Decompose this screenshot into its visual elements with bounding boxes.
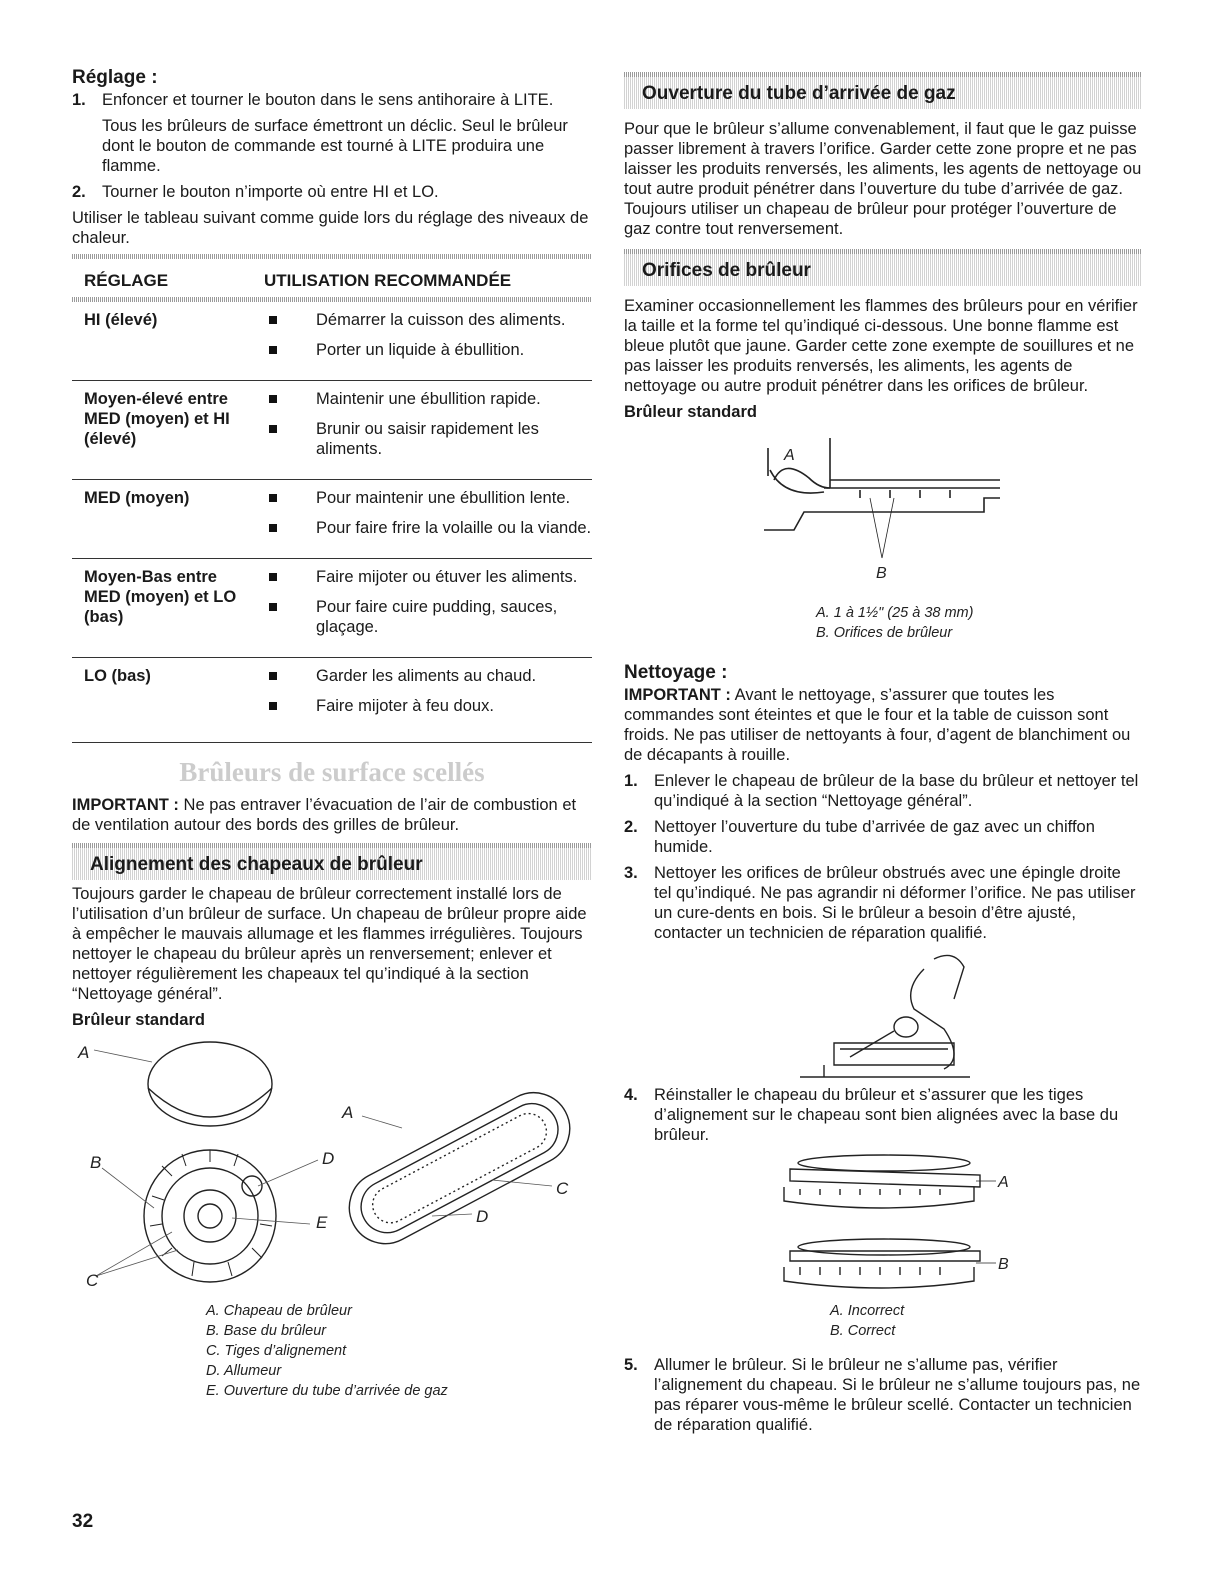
alignment-title: Alignement des chapeaux de brûleur [72,848,592,880]
reglage-step-2 [72,182,592,202]
important-label: IMPORTANT : [624,686,731,704]
fig-letter-d: D [322,1149,335,1168]
orifices-subhead: Brûleur standard [624,403,757,421]
right-column [624,66,1142,1441]
cap-alignment-figure [624,1151,1142,1301]
bullet-item: Maintenir une ébullition rapide. [264,389,592,409]
orifices-body: Examiner occasionnellement les flammes des brûleurs pour en vérifier la taille et la forme tel qu’indiqué ci-dessous. Une bonne flamme est bleue plutôt que jaune. Garder cette zone exempte de souillures et ne pas laisser les produits renversés, les aliments, les agents de nettoyage ou autre produit pénétrer dans les orifices de brûleur. [624,297,1138,395]
burner-cap-figure [72,1036,592,1301]
fig2-letter-d: D [476,1207,489,1226]
step-text: Réinstaller le chapeau du brûleur et s’assurer que les tiges d’alignement sur le chapeau sont bien alignées avec la base du brûleur. [654,1086,1119,1144]
page-number: 32 [72,1511,94,1532]
bullet-item: Pour faire frire la volaille ou la viande. [264,518,592,538]
settings-table [72,265,592,743]
row-label: MED (moyen) [72,480,252,559]
caption: B. Base du brûleur [206,1323,327,1339]
bullet-item: Brunir ou saisir rapidement les aliments. [264,419,592,459]
fig-letter-a: A [78,1043,90,1062]
row-uses [252,480,592,559]
step-text: Allumer le brûleur. Si le brûleur ne s’allume pas, vérifier l’alignement du chapeau. Si le brûleur ne s’allume toujours pas, ne pas réparer vous-même le brûleur scellé. Contacter un technicien de réparation qualifié. [654,1356,1141,1434]
alignment-captions [72,1301,592,1401]
table-row [72,302,592,381]
important-text: Avant le nettoyage, s’assurer que toutes les commandes sont éteintes et que le four et la table de cuisson sont froids. Ne pas utiliser de nettoyants à four, d’agent de blanchiment ou de décapants à rouille. [624,686,1131,764]
reglage-intro: Utiliser le tableau suivant comme guide lors du réglage des niveaux de chaleur. [72,209,589,247]
cleaning-steps [624,771,1142,943]
cleaning-heading: Nettoyage : [624,662,728,683]
gas-tube-title: Ouverture du tube d’arrivée de gaz [624,77,1142,109]
reglage-steps-cont [72,182,592,202]
alignment-subhead: Brûleur standard [72,1011,205,1029]
fig-letter-c: C [86,1271,99,1290]
bullet-item: Démarrer la cuisson des aliments. [264,310,592,330]
caption: A. Chapeau de brûleur [206,1303,352,1319]
caption: D. Allumeur [206,1363,282,1379]
row-label: Moyen-Bas entre MED (moyen) et LO (bas) [72,559,252,658]
step-number: 1. [624,772,638,790]
fig-letter-e: E [316,1213,328,1232]
bullet-item: Pour maintenir une ébullition lente. [264,488,592,508]
cleaning-step-4 [624,1085,1142,1145]
step-text: Nettoyer les orifices de brûleur obstrués avec une épingle droite tel qu’indiqué. Ne pas agrandir ni déformer l’orifice. Ne pas utiliser un cure-dents en bois. Si le brûleur a besoin d’être ajusté, contacter un technicien de réparation qualifié. [654,864,1136,942]
orifice-captions [624,603,1142,643]
step-text: Enfoncer et tourner le bouton dans le sens antihoraire à LITE. [102,91,554,109]
cleaning-steps-final [624,1355,1142,1435]
caption: E. Ouverture du tube d’arrivée de gaz [206,1383,448,1399]
incorrect-burner-shape [784,1155,980,1208]
fig-letter-a: A [784,447,795,464]
row-uses [252,559,592,658]
table-top-rule [72,254,592,259]
step-text: Nettoyer l’ouverture du tube d’arrivée de gaz avec un chiffon humide. [654,818,1095,856]
caption: A. Incorrect [830,1303,905,1319]
row-label: HI (élevé) [84,311,158,329]
step-number: 3. [624,864,638,882]
important-label: IMPORTANT : [72,796,179,814]
reglage-step-1 [72,90,592,110]
caption: C. Tiges d’alignement [206,1343,347,1359]
bullet-item: Faire mijoter ou étuver les aliments. [264,567,592,587]
cleaning-step-1 [624,771,1142,811]
table-header-reglage: RÉGLAGE [84,271,169,290]
hand-shape [911,969,954,1069]
burner-orifice-figure [624,428,1142,603]
table-header-utilisation: UTILISATION RECOMMANDÉE [264,271,512,290]
step-text: Tourner le bouton n’importe où entre HI et LO. [102,183,439,201]
row-label: Moyen-élevé entre MED (moyen) et HI (élevé) [72,381,252,480]
step-number: 2. [72,183,86,201]
fig-letter-a: A [998,1174,1009,1191]
fig2-letter-a: A [342,1103,354,1122]
row-label: LO (bas) [72,658,252,743]
step-text: Enlever le chapeau de brûleur de la base du brûleur et nettoyer tel qu’indiqué à la section “Nettoyage général”. [654,772,1139,810]
reglage-heading: Réglage : [72,67,158,88]
table-row [72,480,592,559]
alignment-captions [624,1301,1142,1341]
left-column [72,66,592,1401]
fig-letter-b: B [876,565,887,582]
step-number: 1. [72,91,86,109]
caption: B. Orifices de brûleur [816,625,953,641]
cleaning-steps-cont [624,1085,1142,1145]
bullet-item: Garder les aliments au chaud. [264,666,592,686]
alignment-body: Toujours garder le chapeau de brûleur correctement installé lors de l’utilisation d’un brûleur de surface. Un chapeau de brûleur propre aide à empêcher le mauvais allumage et les flammes irrégulières. Toujours nettoyer le chapeau du brûleur après un renversement; enlever et nettoyer régulièrement les chapeaux tel qu’indiqué à la section “Nettoyage général”. [72,885,587,1003]
burner-cap-shape [148,1042,272,1126]
fig-letter-b: B [998,1256,1009,1273]
cleaning-step-3 [624,863,1142,943]
bullet-item: Pour faire cuire pudding, sauces, glaçage. [264,597,592,637]
bullet-item: Porter un liquide à ébullition. [264,340,592,360]
orifices-title: Orifices de brûleur [624,254,1142,286]
step-note: Tous les brûleurs de surface émettront un déclic. Seul le brûleur dont le bouton de commande est tourné à LITE produira une flamme. [102,117,568,175]
step-number: 2. [624,818,638,836]
cleaning-step-2 [624,817,1142,857]
caption: A. 1 à 1½" (25 à 38 mm) [816,605,974,621]
table-row [72,381,592,480]
fig-letter-b: B [90,1153,102,1172]
sealed-important [72,795,592,835]
bullet-item: Faire mijoter à feu doux. [264,696,592,716]
table-row [72,658,592,743]
pin-cleaning-figure [624,949,1142,1085]
sealed-burners-title: Brûleurs de surface scellés [179,757,485,787]
cleaning-step-5 [624,1355,1142,1435]
cleaning-important [624,685,1142,765]
step-number: 4. [624,1086,638,1104]
row-uses [252,658,592,743]
gas-tube-body: Pour que le brûleur s’allume convenablement, il faut que le gaz puisse passer librement à travers l’orifice. Garder cette zone propre et ne pas laisser les produits renversés, les aliments, les agents de nettoyage ou tout autre produit pénétrer dans l’ouverture du tube d’arrivée de gaz. Toujours utiliser un chapeau de brûleur pour protéger l’ouverture de gaz contre tout renversement. [624,120,1142,238]
burner-base-shape [144,1150,276,1282]
fig2-letter-c: C [556,1179,569,1198]
reglage-steps [72,90,592,110]
step-number: 5. [624,1356,638,1374]
correct-burner-shape [784,1239,980,1288]
caption: B. Correct [830,1323,896,1339]
row-uses [252,381,592,480]
important-text: Ne pas entraver l’évacuation de l’air de combustion et de ventilation autour des bords des grilles de brûleur. [72,796,577,834]
row-uses [252,302,592,381]
table-row [72,559,592,658]
